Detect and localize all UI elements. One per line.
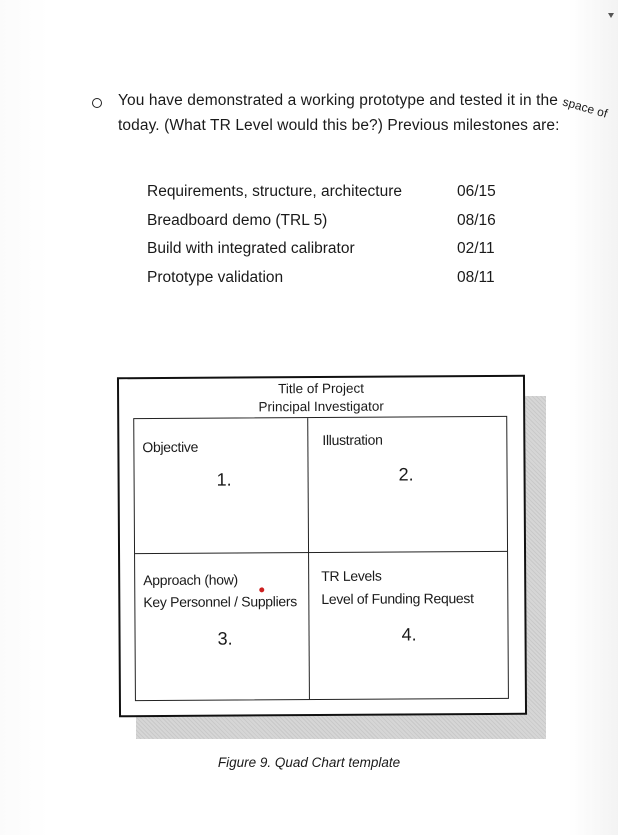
milestone-date: 02/11 xyxy=(457,240,495,257)
corner-mark-icon xyxy=(608,13,614,18)
question-line-1-tail: space of xyxy=(560,94,610,121)
milestone-date: 06/15 xyxy=(457,183,496,200)
red-dot-mark xyxy=(259,587,264,592)
quadrant-4-label-1: TR Levels xyxy=(321,567,382,585)
quadrant-4-label-2: Level of Funding Request xyxy=(321,590,474,608)
milestone-label: Prototype validation xyxy=(147,268,284,286)
milestone-list xyxy=(147,183,507,297)
quadrant-2-number: 2. xyxy=(398,464,414,485)
milestone-row xyxy=(147,183,507,212)
milestone-label: Breadboard demo (TRL 5) xyxy=(147,211,328,229)
milestone-date: 08/11 xyxy=(457,268,495,286)
quadrant-4-number: 4. xyxy=(401,624,417,645)
quadrant-1-number: 1. xyxy=(216,469,232,490)
milestone-row xyxy=(147,240,507,269)
grid-divider-horizontal xyxy=(135,551,507,554)
quad-grid xyxy=(133,416,509,701)
project-title: Title of Project xyxy=(278,380,364,397)
milestone-row xyxy=(147,212,507,241)
question-line-2: today. (What TR Level would this be?) Previous milestones are: xyxy=(118,117,560,134)
question-line-1-text: You have demonstrated a working prototype and tested it in the xyxy=(118,92,558,109)
milestone-date: 08/16 xyxy=(457,211,496,229)
principal-investigator: Principal Investigator xyxy=(258,398,384,415)
figure-caption: Figure 9. Quad Chart template xyxy=(217,755,401,770)
quadrant-3-number: 3. xyxy=(217,628,233,649)
grid-divider-vertical xyxy=(307,418,310,699)
quad-chart-frame xyxy=(117,375,527,717)
question-line-1 xyxy=(118,92,610,121)
quad-chart-figure xyxy=(118,376,548,742)
milestone-label: Requirements, structure, architecture xyxy=(147,183,402,200)
milestone-row xyxy=(147,269,507,298)
quadrant-2-label: Illustration xyxy=(322,431,383,448)
quadrant-3-label-1: Approach (how) xyxy=(143,571,238,589)
hollow-bullet-icon xyxy=(92,98,102,108)
milestone-label: Build with integrated calibrator xyxy=(147,240,355,257)
quadrant-1-label: Objective xyxy=(142,438,199,456)
quadrant-3-label-2: Key Personnel / Suppliers xyxy=(143,593,297,611)
